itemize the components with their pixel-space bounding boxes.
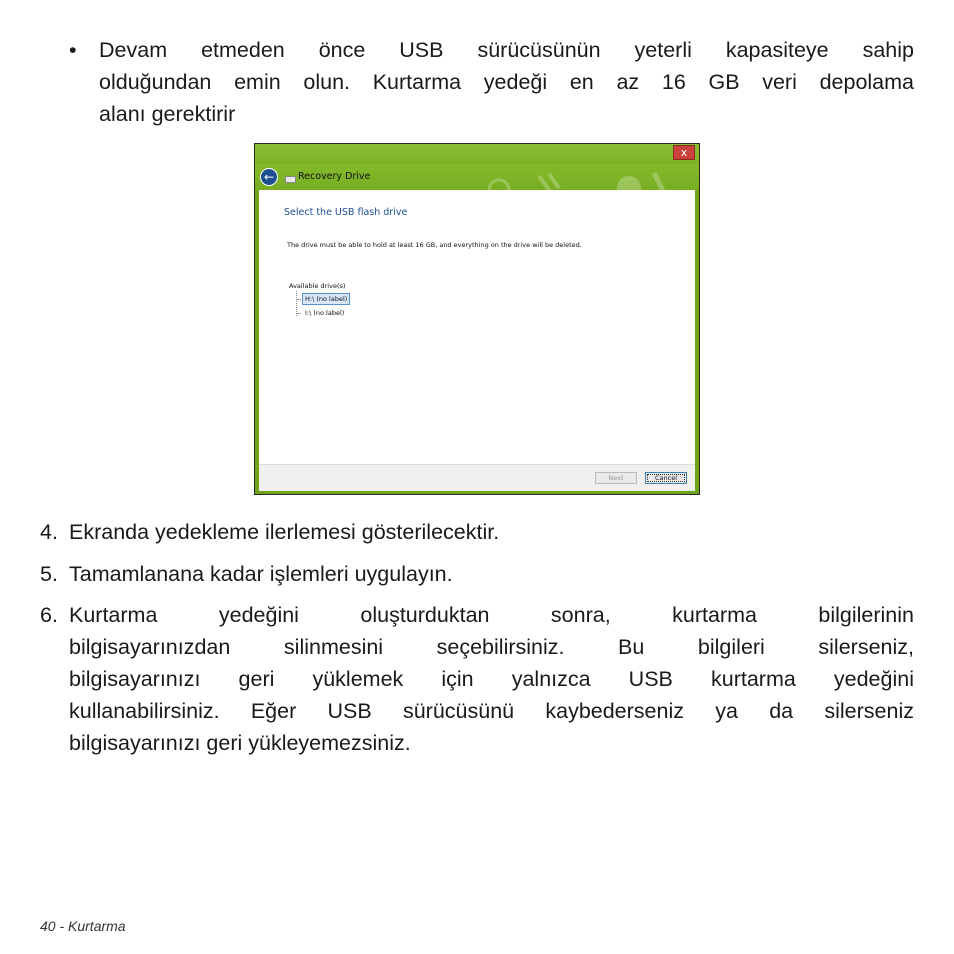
bullet-line: Devam etmeden önce USB sürücüsünün yeterli kapasiteye sahip xyxy=(99,38,914,62)
next-button[interactable]: Next xyxy=(595,472,637,484)
window-navbar xyxy=(255,164,699,190)
window-title: Recovery Drive xyxy=(298,171,371,182)
step-number: 5. xyxy=(40,562,58,586)
step-line: Kurtarma yedeğini oluşturduktan sonra, kurtarma bilgilerinin xyxy=(69,603,914,627)
drive-icon xyxy=(285,176,296,183)
available-drives-label: Available drive(s) xyxy=(289,282,346,290)
step-line: Ekranda yedekleme ilerlemesi gösterilecektir. xyxy=(69,520,500,544)
close-button[interactable]: x xyxy=(673,145,695,160)
window-titlebar xyxy=(255,144,699,164)
drive-item-i[interactable]: I:\ (no label) xyxy=(305,309,345,317)
step-5-text xyxy=(69,558,914,590)
step-line: bilgisayarınızı geri yükleyemezsiniz. xyxy=(69,731,411,755)
tree-connector xyxy=(297,313,301,314)
cancel-button[interactable]: Cancel xyxy=(645,472,687,484)
page-heading: Select the USB flash drive xyxy=(284,207,408,218)
recovery-drive-window xyxy=(254,143,700,495)
step-number: 6. xyxy=(40,603,58,627)
drive-item-h[interactable]: H:\ (no label) xyxy=(302,293,350,305)
description-text: The drive must be able to hold at least 16 GB, and everything on the drive will be deleted. xyxy=(287,241,582,249)
step-line: kullanabilirsiniz. Eğer USB sürücüsünü kaybederseniz ya da silerseniz xyxy=(69,699,914,723)
step-number: 4. xyxy=(40,520,58,544)
tree-connector xyxy=(297,299,301,300)
window-content xyxy=(259,190,695,464)
bullet-line: alanı gerektirir xyxy=(99,102,236,126)
step-line: Tamamlanana kadar işlemleri uygulayın. xyxy=(69,562,453,586)
bullet-mark: • xyxy=(69,38,77,62)
step-6-text xyxy=(69,599,914,759)
window-footer xyxy=(259,464,695,491)
page-footer: 40 - Kurtarma xyxy=(40,918,126,934)
step-4-text xyxy=(69,516,914,548)
back-button[interactable]: ← xyxy=(260,168,278,186)
step-line: bilgisayarınızdan silinmesini seçebilirsiniz. Bu bilgileri silerseniz, xyxy=(69,635,914,659)
bullet-paragraph xyxy=(99,34,914,130)
bullet-line: olduğundan emin olun. Kurtarma yedeği en az 16 GB veri depolama xyxy=(99,70,914,94)
step-line: bilgisayarınızı geri yüklemek için yalnızca USB kurtarma yedeğini xyxy=(69,667,914,691)
